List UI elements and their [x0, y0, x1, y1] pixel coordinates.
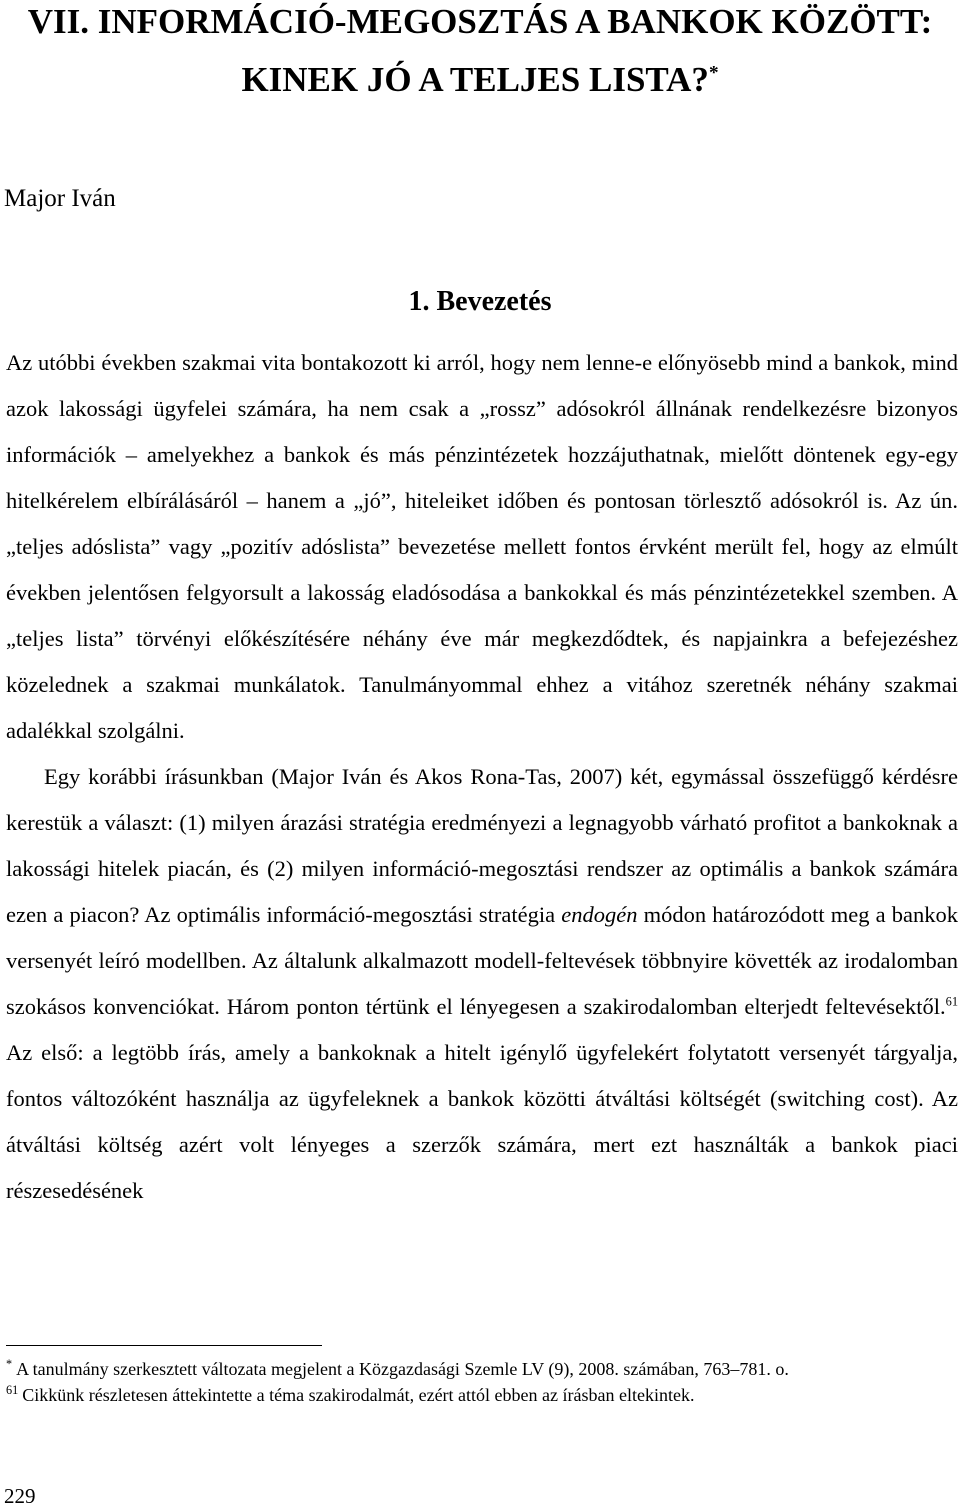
paragraph-2-part-a: Egy korábbi írásunkban (Major Iván és Akos Rona-Tas, 2007) két, egymással összefüggő kérdésre kerestük a választ: (1) milyen árazási stratégia eredményezi a legnagyobb várható profitot a bankoknak a lakossági hitelek piacán, és (2) milyen információ-megosztási rendszer az optimális a bankok számára ezen a piacon? Az optimális információ-megosztási stratégia — [6, 764, 958, 927]
footnote-star-mark: * — [6, 1357, 13, 1371]
section-heading: 1. Bevezetés — [408, 286, 552, 318]
chapter-title-line-2 — [0, 60, 960, 100]
chapter-title-text: KINEK JÓ A TELJES LISTA? — [241, 60, 709, 99]
author-name: Major Iván — [4, 185, 116, 212]
footnote-61-mark: 61 — [6, 1383, 19, 1397]
footnote-reference-61: 61 — [945, 994, 958, 1009]
paragraph-2 — [6, 754, 958, 1214]
footnote-61-text: Cikkünk részletesen áttekintette a téma szakirodalmát, ezért attól ebben az írásban eltekintek. — [22, 1385, 695, 1405]
footnote-separator — [6, 1345, 322, 1346]
title-footnote-marker: * — [708, 62, 719, 84]
emphasis-endogen: endogén — [561, 902, 638, 927]
paragraph-2-part-c: Az első: a legtöbb írás, amely a bankoknak a hitelt igénylő ügyfelekért folytatott versenyét tárgyalja, fontos változóként használja az ügyfeleknek a bankok közötti átváltási költségét (switching cost). Az átváltási költség azért volt lényeges a szerzők számára, mert ezt használták a bankok piaci részesedésének — [6, 1040, 958, 1203]
footnote-star — [6, 1356, 958, 1382]
paragraph-1: Az utóbbi években szakmai vita bontakozott ki arról, hogy nem lenne-e előnyösebb mind a bankok, mind azok lakossági ügyfelei számára, ha nem csak a „rossz” adósokról állnának rendelkezésre bizonyos információk – amelyekhez a bankok és más pénzintézetek hozzájuthatnak, mielőtt döntenek egy-egy hitelkérelem elbírálásáról – hanem a „jó”, hiteleiket időben és pontosan törlesztő adósokról is. Az ún. „teljes adóslista” vagy „pozitív adóslista” bevezetése mellett fontos érvként merült fel, hogy az elmúlt években jelentősen felgyorsult a lakosság eladósodása a bankokkal és más pénzintézetekkel szemben. A „teljes lista” törvényi előkészítésére néhány éve már megkezdődtek, és napjainkra a befejezéshez közelednek a szakmai munkálatok. Tanulmányommal ehhez a vitához szeretnék néhány szakmai adalékkal szolgálni. — [6, 350, 958, 743]
footnotes — [6, 1356, 958, 1408]
paragraph-2-part-b: módon határozódott meg a bankok versenyét leíró modellben. Az általunk alkalmazott modell-feltevések többnyire követték az irodalomban szokásos konvenciókat. Három ponton tértünk el lényegesen a szakirodalomban elterjedt feltevésektől. — [6, 902, 959, 1019]
chapter-title-line-1: VII. INFORMÁCIÓ-MEGOSZTÁS A BANKOK KÖZÖTT: — [27, 2, 933, 41]
page-number: 229 — [4, 1484, 36, 1508]
footnote-star-text: A tanulmány szerkesztett változata megjelent a Közgazdasági Szemle LV (9), 2008. számában, 763–781. o. — [16, 1359, 789, 1379]
footnote-61 — [6, 1382, 958, 1408]
body-text — [6, 340, 958, 1214]
